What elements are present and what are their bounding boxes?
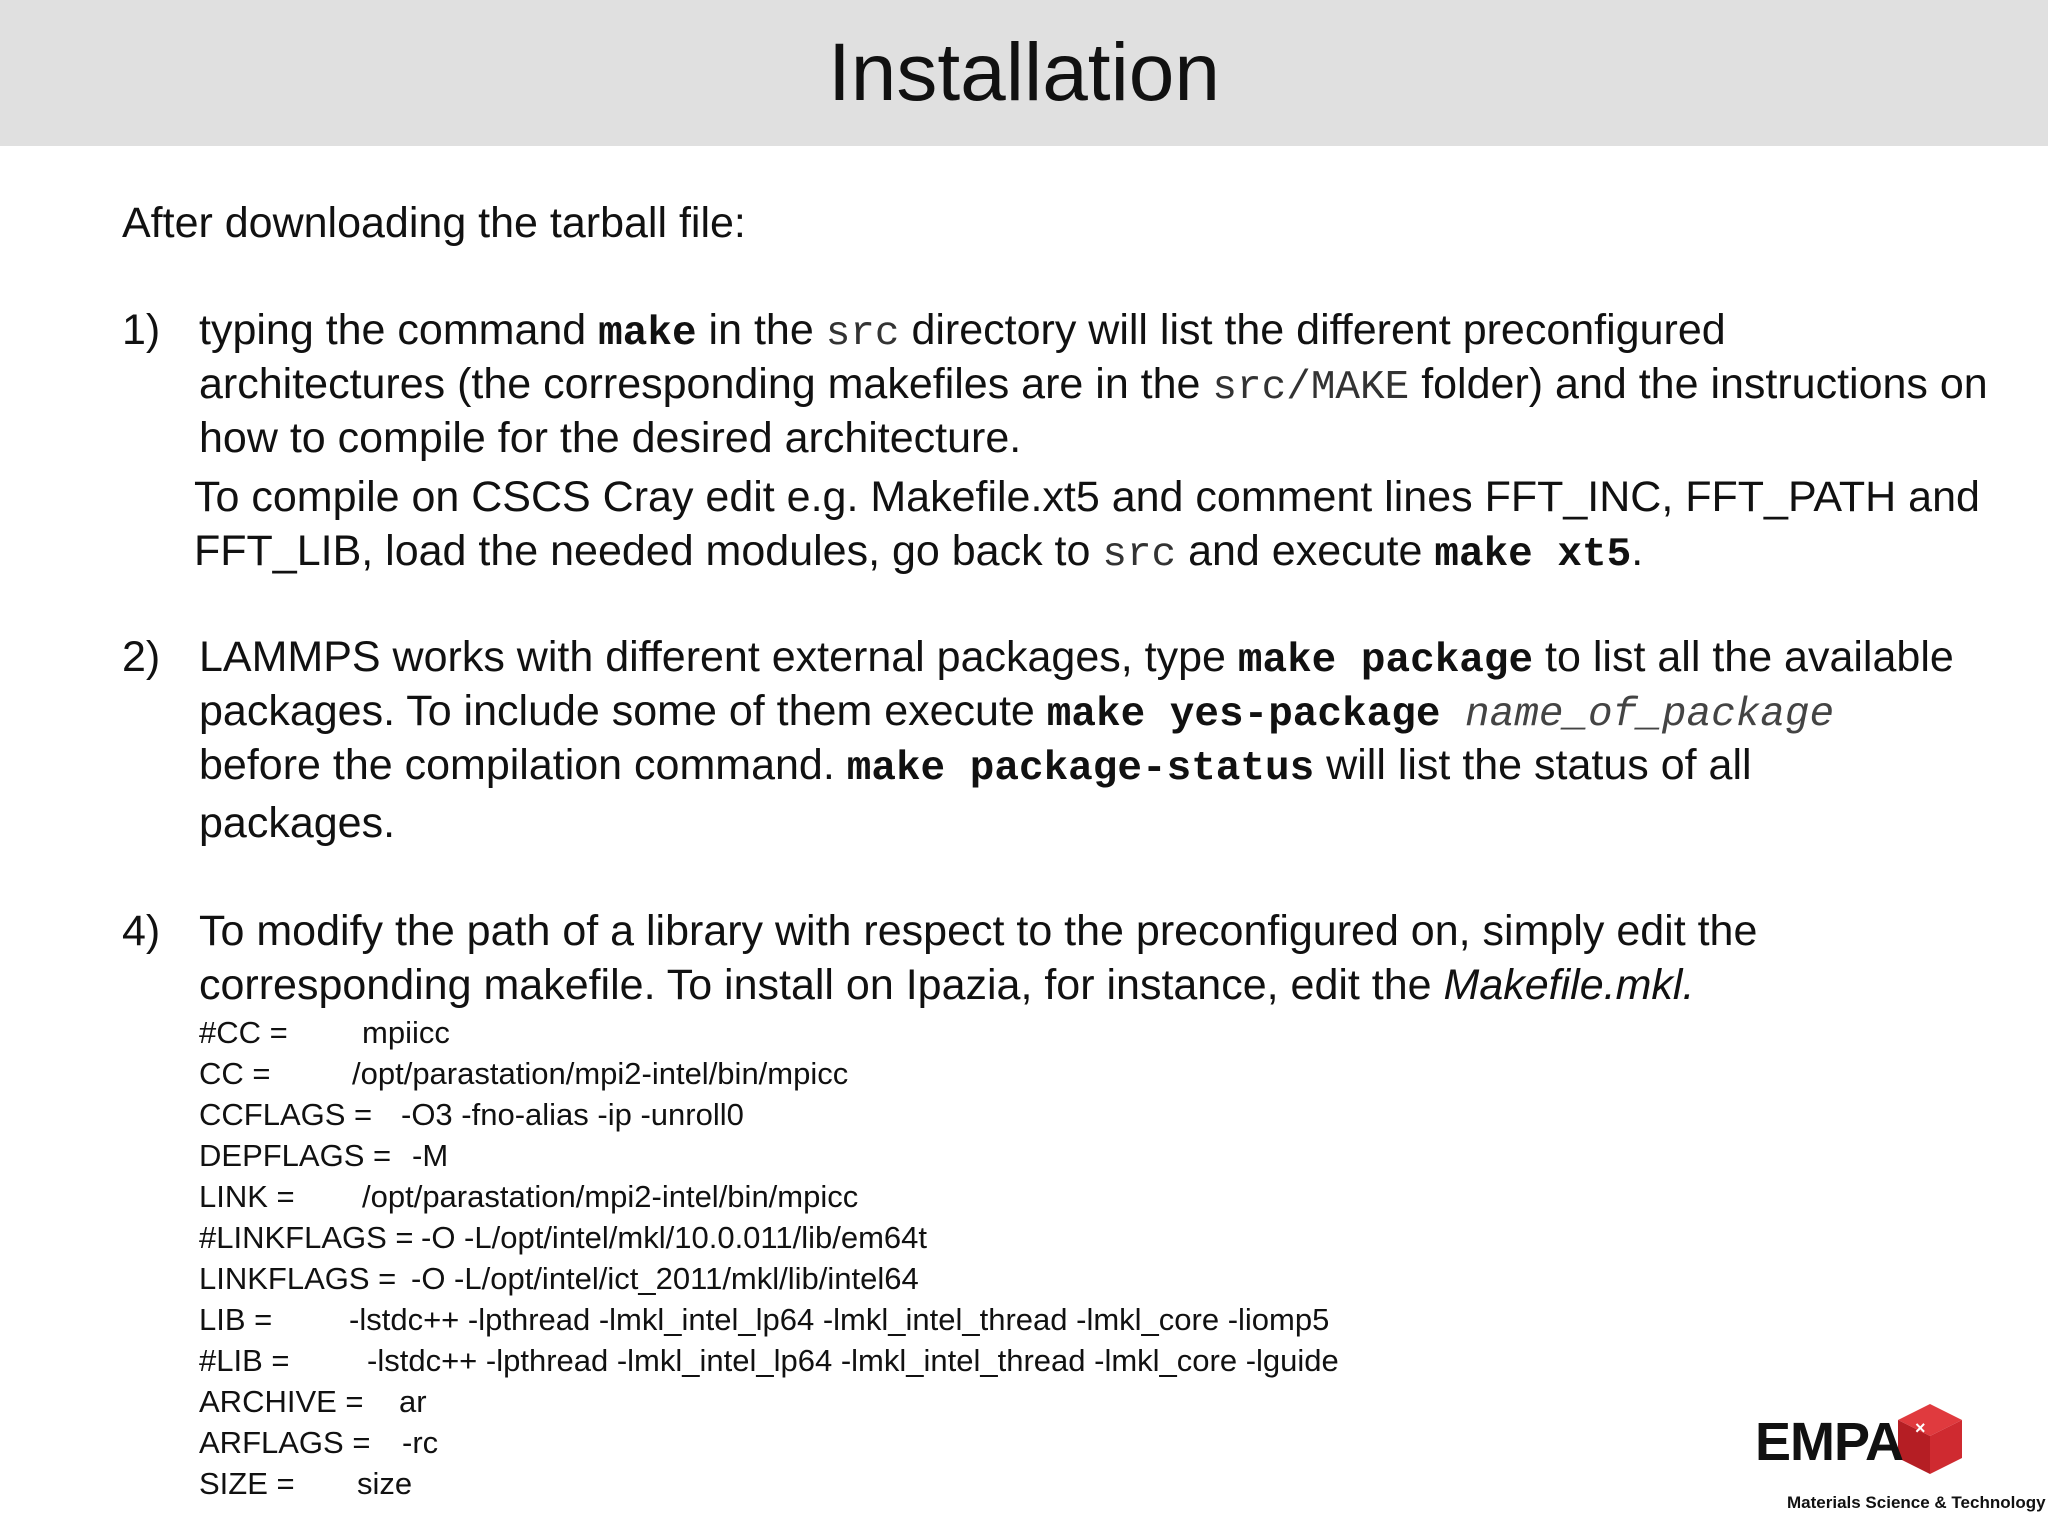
empa-wordmark: EMPA — [1755, 1412, 1904, 1472]
step-2-number: 2) — [122, 633, 161, 681]
step-1-number: 1) — [122, 306, 161, 354]
make-package-status-command: make package-status — [846, 746, 1315, 792]
package-name-arg: name_of_package — [1440, 692, 1835, 738]
step-4-number: 4) — [122, 907, 161, 955]
intro-text: After downloading the tarball file: — [122, 199, 746, 247]
step-2-text: LAMMPS works with different external packages, type make package to list all the available packages. To include some of them execute make yes-package name_of_package before the compilation command. make package-status will list the status of all packages. — [199, 633, 1954, 847]
src-dir-2: src — [1102, 532, 1177, 578]
title-bar — [0, 0, 2048, 146]
svg-text:×: × — [1915, 1418, 1926, 1438]
makefile-name: Makefile.mkl. — [1443, 961, 1695, 1009]
page-title: Installation — [827, 27, 1221, 118]
src-dir: src — [825, 311, 900, 357]
src-make-dir: src/MAKE — [1212, 365, 1410, 411]
step-4-text: To modify the path of a library with respect to the preconfigured on, simply edit the corresponding makefile. To install on Ipazia, for instance, edit the Makefile.mkl. — [199, 907, 1758, 1009]
make-yes-package-command: make yes-package — [1046, 692, 1441, 738]
make-package-command: make package — [1237, 638, 1534, 684]
empa-logo — [1750, 1400, 2046, 1530]
make-command: make — [598, 311, 697, 357]
empa-tagline: Materials Science & Technology — [1787, 1493, 2046, 1512]
make-xt5-command: make xt5 — [1434, 532, 1632, 578]
step-1-text: typing the command make in the src directory will list the different preconfigured architectures (the corresponding makefiles are in the src/MAKE folder) and the instructions on how to compile for the desired architecture. — [199, 306, 1988, 462]
step-1-cray-note: To compile on CSCS Cray edit e.g. Makefile.xt5 and comment lines FFT_INC, FFT_PATH and FFT_LIB, load the needed modules, go back to src and execute make xt5. — [194, 473, 1980, 578]
